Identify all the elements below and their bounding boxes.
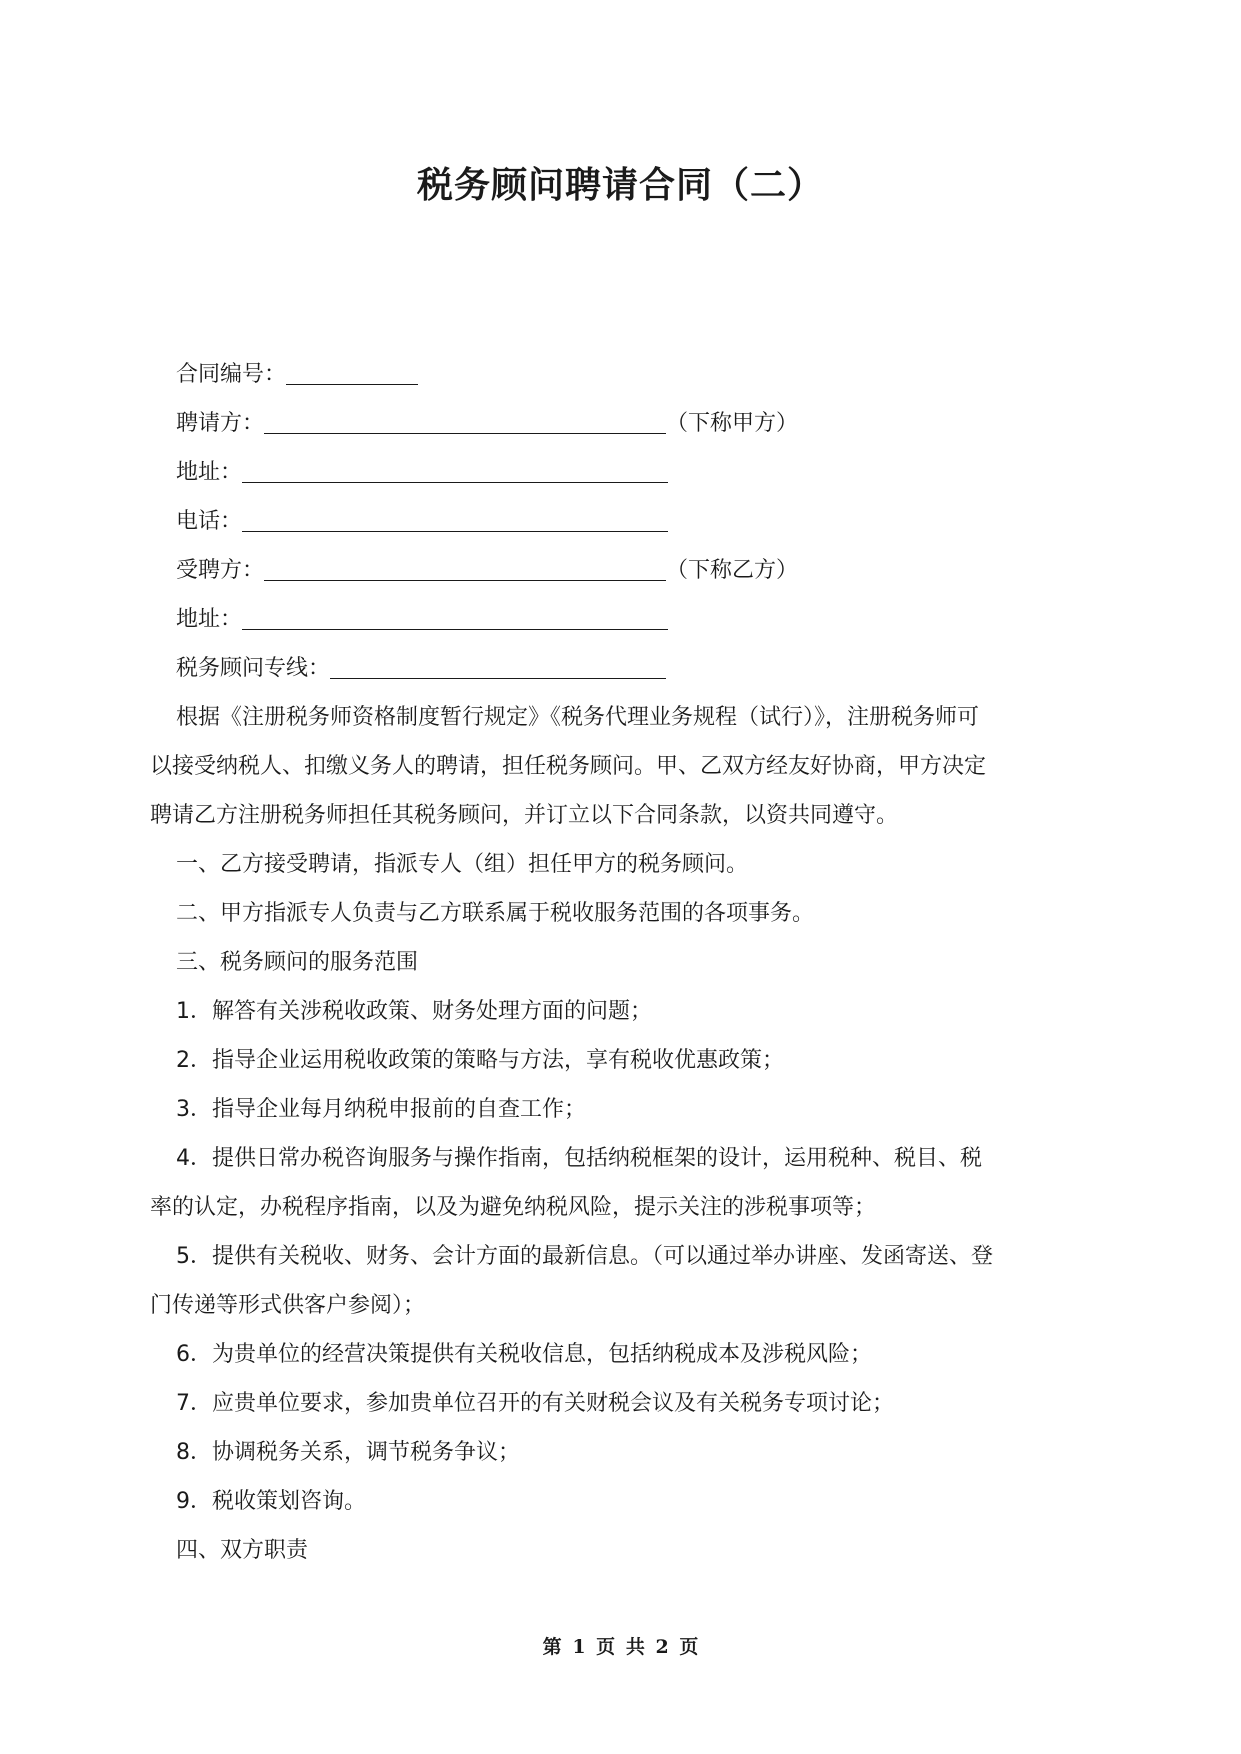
document-title: 税务顾问聘请合同（二）	[416, 165, 824, 206]
service-item-2: 2．指导企业运用税收政策的策略与方法，享有税收优惠政策；	[176, 1048, 784, 1073]
employee-line	[176, 546, 1096, 595]
employee-address-line	[176, 595, 1096, 644]
service-item-6: 6．为贵单位的经营决策提供有关税收信息，包括纳税成本及涉税风险；	[176, 1342, 872, 1367]
preamble-paragraph	[150, 693, 1096, 840]
page-footer	[0, 1632, 1241, 1659]
employer-address-blank[interactable]	[242, 452, 668, 483]
hotline-blank[interactable]	[330, 648, 666, 679]
employee-address-blank[interactable]	[242, 599, 668, 630]
service-item-5: 5．提供有关税收、财务、会计方面的最新信息。（可以通过举办讲座、发函寄送、登	[176, 1244, 993, 1269]
service-item-5-cont: 门传递等形式供客户参阅）；	[150, 1293, 426, 1318]
employee-blank[interactable]	[264, 550, 666, 581]
preamble-line: 以接受纳税人、扣缴义务人的聘请，担任税务顾问。甲、乙双方经友好协商，甲方决定	[150, 754, 987, 779]
employer-label: 聘请方：	[176, 411, 265, 436]
service-item-9: 9．税收策划咨询。	[176, 1489, 366, 1514]
contract-number-label: 合同编号：	[176, 362, 287, 387]
employer-phone-line	[176, 497, 1096, 546]
employer-phone-label: 电话：	[176, 509, 243, 534]
preamble-line: 根据《注册税务师资格制度暂行规定》《税务代理业务规程（试行）》，注册税务师可	[176, 705, 980, 730]
clause-4-heading: 四、双方职责	[176, 1538, 309, 1563]
preamble-line: 聘请乙方注册税务师担任其税务顾问，并订立以下合同条款，以资共同遵守。	[150, 803, 899, 828]
clause-2: 二、甲方指派专人负责与乙方联系属于税收服务范围的各项事务。	[176, 901, 815, 926]
footer-page-total: 2	[655, 1636, 669, 1658]
employer-line	[176, 399, 1096, 448]
footer-page-label: 第	[542, 1636, 562, 1658]
service-item-4: 4．提供日常办税咨询服务与操作指南，包括纳税框架的设计，运用税种、税目、税	[176, 1146, 982, 1171]
contract-number-blank[interactable]	[286, 354, 418, 385]
service-item-1: 1．解答有关涉税收政策、财务处理方面的问题；	[176, 999, 652, 1024]
footer-page-current: 1	[572, 1636, 586, 1658]
employee-suffix: （下称乙方）	[666, 558, 799, 583]
employee-address-label: 地址：	[176, 607, 243, 632]
employer-suffix: （下称甲方）	[666, 411, 799, 436]
employer-address-line	[176, 448, 1096, 497]
employee-label: 受聘方：	[176, 558, 265, 583]
hotline-label: 税务顾问专线：	[176, 656, 331, 681]
footer-total-label: 共	[625, 1636, 645, 1658]
contract-number-line	[176, 350, 1096, 399]
employer-address-label: 地址：	[176, 460, 243, 485]
service-item-3: 3．指导企业每月纳税申报前的自查工作；	[176, 1097, 586, 1122]
employer-phone-blank[interactable]	[242, 501, 668, 532]
footer-page-unit: 页	[596, 1636, 616, 1658]
contract-body	[150, 350, 1096, 1575]
employer-blank[interactable]	[264, 403, 666, 434]
service-item-4-cont: 率的认定，办税程序指南，以及为避免纳税风险，提示关注的涉税事项等；	[150, 1195, 877, 1220]
clause-3-heading: 三、税务顾问的服务范围	[176, 950, 419, 975]
clause-1: 一、乙方接受聘请，指派专人（组）担任甲方的税务顾问。	[176, 852, 749, 877]
service-item-7: 7．应贵单位要求，参加贵单位召开的有关财税会议及有关税务专项讨论；	[176, 1391, 894, 1416]
footer-total-unit: 页	[679, 1636, 699, 1658]
service-item-8: 8．协调税务关系，调节税务争议；	[176, 1440, 520, 1465]
hotline-line	[176, 644, 1096, 693]
